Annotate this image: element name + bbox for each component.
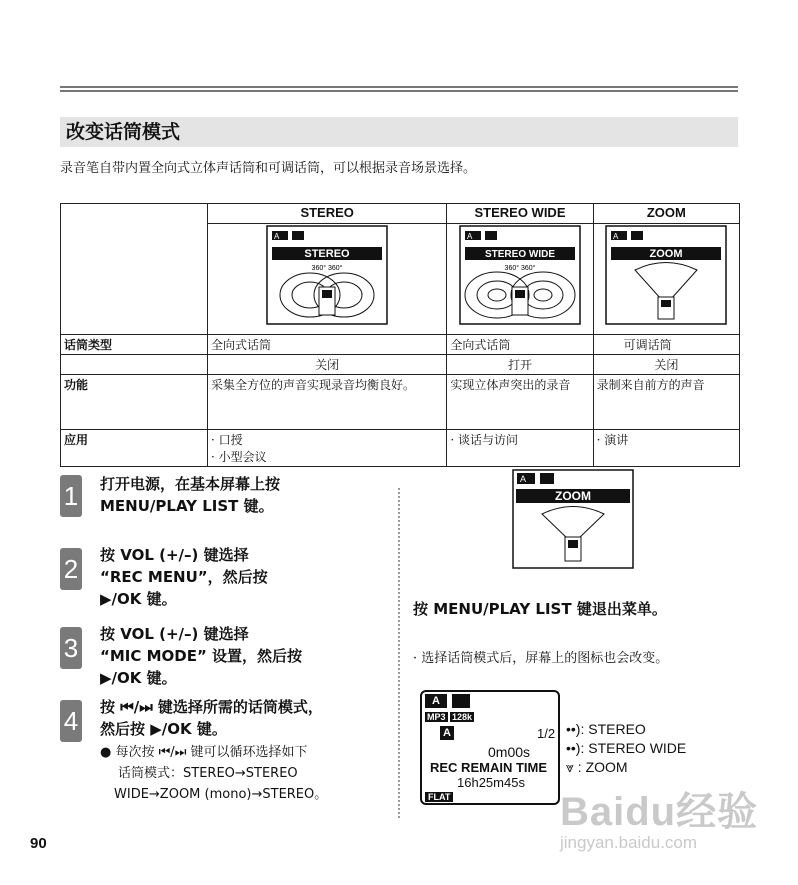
sd-card-icon bbox=[452, 694, 470, 708]
usage-zoom: · 演讲 bbox=[593, 430, 739, 467]
stereo-wide-screen-illustration bbox=[459, 225, 581, 325]
legend-zoom bbox=[566, 758, 686, 777]
usage-label: 应用 bbox=[61, 430, 208, 467]
header-stereo: STEREO bbox=[208, 204, 447, 224]
stereo-wide-mic-icon: ••) bbox=[566, 740, 581, 756]
note-line-1: ● 每次按 ⏮/⏭ 键可以循环选择如下 bbox=[100, 745, 308, 760]
step-3-line-1: 按 VOL (+/–) 键选择 bbox=[100, 625, 249, 643]
svg-text:A: A bbox=[613, 232, 619, 241]
usage-stereo-item-1: · 口授 bbox=[211, 433, 243, 447]
icon-change-note: · 选择话筒模式后，屏幕上的图标也会改变。 bbox=[413, 651, 669, 666]
step-4-line-1: 按 ⏮/⏭ 键选择所需的话筒模式， bbox=[100, 698, 323, 716]
intro-text: 录音笔自带内置全向式立体声话筒和可调话筒，可以根据录音场景选择。 bbox=[60, 161, 477, 176]
note-line-2: 话筒模式：STEREO→STEREO bbox=[118, 766, 298, 781]
screen-stereo-wide-cell bbox=[447, 224, 593, 335]
step-3-line-2: “MIC MODE” 设置，然后按 bbox=[100, 647, 303, 665]
legend-stereo-text: : STEREO bbox=[580, 721, 646, 737]
step-3-number: 3 bbox=[60, 627, 82, 669]
bitrate-badge: 128k bbox=[452, 712, 473, 722]
step-2-text bbox=[100, 544, 268, 610]
step-3-text bbox=[100, 623, 302, 689]
format-badge: MP3 bbox=[427, 712, 446, 722]
mic-type-stereo-wide: 全向式话筒 bbox=[447, 335, 593, 355]
zoom-screen-label: ZOOM bbox=[649, 248, 683, 260]
legend-zoom-text: : ZOOM bbox=[577, 759, 628, 775]
svg-text:A: A bbox=[467, 232, 473, 241]
step-4-text bbox=[100, 696, 323, 740]
legend-stereo-wide bbox=[566, 739, 686, 758]
mic-type-label: 话筒类型 bbox=[61, 335, 208, 355]
legend-stereo-wide-text: : STEREO WIDE bbox=[580, 740, 687, 756]
page-number: 90 bbox=[30, 835, 47, 852]
step-2-number: 2 bbox=[60, 548, 82, 590]
step-4-line-2: 然后按 ▶/OK 键。 bbox=[100, 720, 227, 738]
watermark-logo: Baidu经验 bbox=[560, 790, 759, 834]
step-3-line-3: ▶/OK 键。 bbox=[100, 669, 177, 687]
mic-type-zoom: 可调话筒 bbox=[593, 335, 739, 355]
step-4-note bbox=[100, 742, 327, 805]
stereo-wide-screen-label: STEREO WIDE bbox=[484, 249, 556, 260]
function-zoom: 录制来自前方的声音 bbox=[593, 375, 739, 430]
svg-text:A: A bbox=[274, 232, 280, 241]
exit-menu-instruction: 按 MENU/PLAY LIST 键退出菜单。 bbox=[413, 600, 667, 618]
wide-state-stereo: 关闭 bbox=[208, 355, 447, 375]
header-zoom: ZOOM bbox=[593, 204, 739, 224]
step-4-number: 4 bbox=[60, 700, 82, 742]
note-line-3: WIDE→ZOOM (mono)→STEREO。 bbox=[114, 787, 328, 802]
header-stereo-wide: STEREO WIDE bbox=[447, 204, 593, 224]
wide-state-zoom: 关闭 bbox=[593, 355, 739, 375]
elapsed-time: 0m00s bbox=[488, 744, 531, 760]
zoom-mic-icon: ⩔ bbox=[566, 759, 578, 775]
remain-time: 16h25m45s bbox=[457, 775, 525, 790]
screen-zoom-cell bbox=[593, 224, 739, 335]
screen-stereo-cell bbox=[208, 224, 447, 335]
usage-stereo bbox=[208, 430, 447, 467]
stereo-screen-label: STEREO bbox=[304, 248, 350, 260]
recording-screen bbox=[420, 690, 560, 805]
stereo-screen-illustration bbox=[266, 225, 388, 325]
stereo-screen-angles: 360° 360° bbox=[311, 265, 343, 272]
remain-label: REC REMAIN TIME bbox=[430, 760, 547, 775]
folder-indicator-icon: A bbox=[425, 694, 447, 708]
wide-state-stereo-wide: 打开 bbox=[447, 355, 593, 375]
step-1-text bbox=[100, 473, 280, 517]
zoom-mode-screen bbox=[512, 469, 634, 569]
step-2-line-2: “REC MENU”，然后按 bbox=[100, 568, 268, 586]
step-1-line-2: MENU/PLAY LIST 键。 bbox=[100, 497, 274, 515]
legend-stereo bbox=[566, 720, 686, 739]
function-stereo: 采集全方位的声音实现录音均衡良好。 bbox=[208, 375, 447, 430]
eq-badge: FLAT bbox=[425, 792, 453, 802]
watermark-url: jingyan.baidu.com bbox=[560, 833, 698, 852]
mic-type-stereo: 全向式话筒 bbox=[208, 335, 447, 355]
svg-text:A: A bbox=[520, 474, 527, 484]
step-1-number: 1 bbox=[60, 475, 82, 517]
column-divider bbox=[398, 488, 400, 818]
usage-stereo-wide: · 谈话与访问 bbox=[447, 430, 593, 467]
folder-letter: A bbox=[440, 726, 454, 740]
stereo-mic-icon: ••) bbox=[566, 721, 581, 737]
function-stereo-wide: 实现立体声突出的录音 bbox=[447, 375, 593, 430]
wide-row-label bbox=[61, 355, 208, 375]
stereo-wide-screen-angles: 360° 360° bbox=[504, 265, 536, 272]
mic-mode-table bbox=[60, 203, 740, 467]
step-1-line-1: 打开电源，在基本屏幕上按 bbox=[100, 475, 281, 493]
usage-stereo-item-2: · 小型会议 bbox=[211, 450, 267, 464]
track-counter: 1/2 bbox=[537, 726, 556, 741]
watermark bbox=[560, 780, 758, 853]
mic-icon-legend bbox=[566, 720, 686, 777]
zoom-mode-screen-label: ZOOM bbox=[555, 489, 591, 503]
zoom-screen-illustration bbox=[605, 225, 727, 325]
function-label: 功能 bbox=[61, 375, 208, 430]
top-rule bbox=[60, 86, 738, 92]
step-2-line-1: 按 VOL (+/–) 键选择 bbox=[100, 546, 249, 564]
section-title: 改变话筒模式 bbox=[60, 117, 738, 147]
table-corner bbox=[61, 204, 208, 335]
step-2-line-3: ▶/OK 键。 bbox=[100, 590, 177, 608]
